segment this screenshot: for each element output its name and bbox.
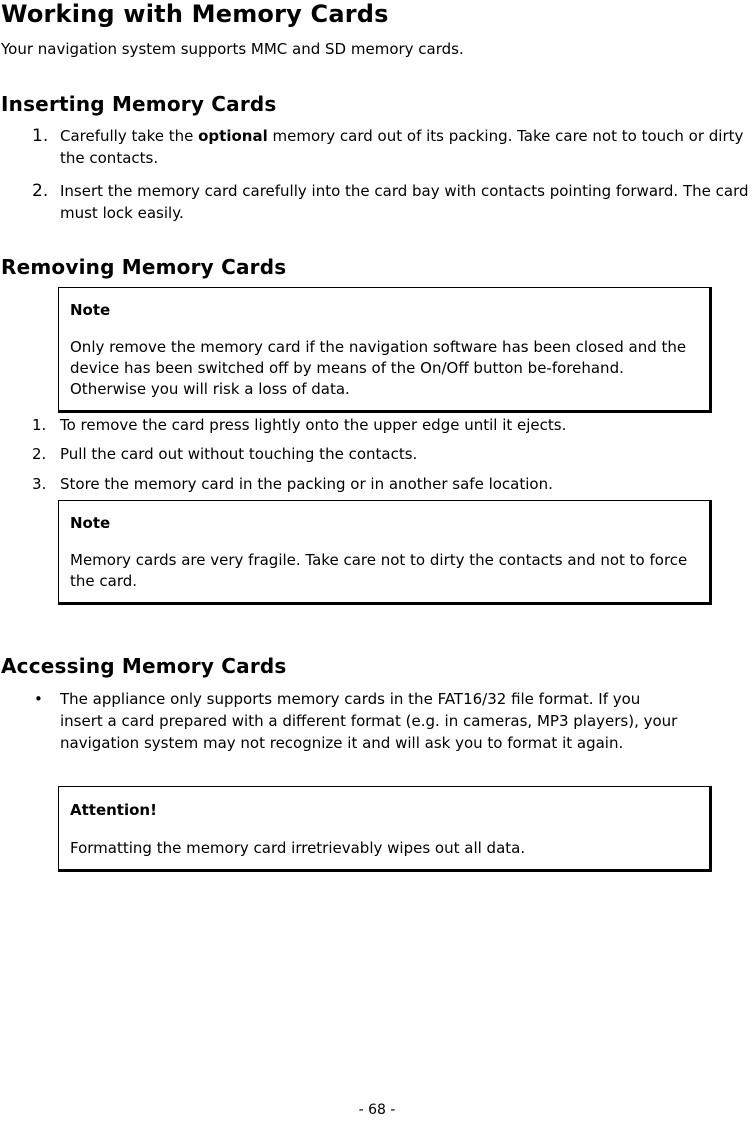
heading-removing: Removing Memory Cards — [1, 255, 287, 279]
step-text: Store the memory card in the packing or in another safe location. — [60, 475, 553, 493]
heading-accessing: Accessing Memory Cards — [1, 654, 287, 678]
note-body: Only remove the memory card if the navigation software has been closed and the device has been switched off by means of the On/Off button be-forehand. Otherwise you will risk a loss of data. — [70, 338, 687, 398]
note-title: Note — [70, 514, 111, 532]
attention-title: Attention! — [70, 801, 157, 819]
note-box — [58, 500, 712, 605]
step-text: Pull the card out without touching the contacts. — [60, 445, 418, 463]
step-text: Carefully take the optional memory card out of its packing. Take care not to touch or dirty the contacts. — [60, 127, 744, 167]
page-title: Working with Memory Cards — [1, 0, 389, 28]
step-number: 1. — [32, 416, 47, 434]
bullet-icon: • — [34, 690, 43, 708]
bullet-text: The appliance only supports memory cards in the FAT16/32 file format. If you insert a card prepared with a different format (e.g. in cameras, MP3 players), your navigation system may not recognize it and will ask you to format it again. — [60, 690, 678, 752]
step-number: 1. — [32, 126, 49, 146]
page-number: - 68 - — [358, 1102, 396, 1118]
heading-inserting: Inserting Memory Cards — [1, 92, 277, 116]
note-body: Memory cards are very fragile. Take care not to dirty the contacts and not to force the card. — [70, 551, 688, 590]
attention-box — [58, 786, 712, 872]
emphasis-optional: optional — [198, 127, 268, 145]
step-number: 2. — [32, 181, 49, 201]
step-text: Insert the memory card carefully into the card bay with contacts pointing forward. The card must lock easily. — [60, 182, 749, 222]
intro-text: Your navigation system supports MMC and SD memory cards. — [1, 40, 464, 58]
step-number: 3. — [32, 475, 47, 493]
attention-body: Formatting the memory card irretrievably wipes out all data. — [70, 839, 526, 857]
step-number: 2. — [32, 445, 47, 463]
note-title: Note — [70, 301, 111, 319]
step-text: To remove the card press lightly onto the upper edge until it ejects. — [60, 416, 567, 434]
note-box — [58, 287, 712, 413]
